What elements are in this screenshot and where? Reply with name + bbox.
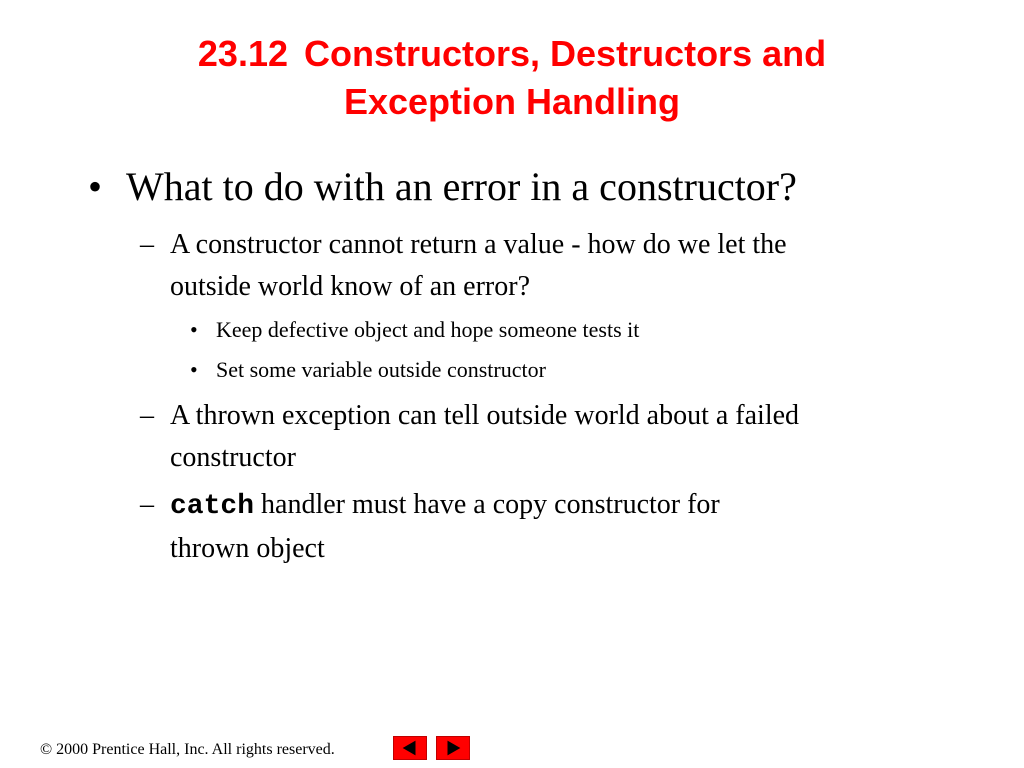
sub-bullet-catch-handler	[140, 484, 960, 570]
bullet-marker: •	[190, 317, 198, 342]
sub-bullet-2-line-1: A thrown exception can tell outside world about a failed	[170, 400, 800, 431]
main-bullet-text: What to do with an error in a constructor?	[126, 164, 797, 209]
sub-sub-bullet-defective-object	[190, 315, 950, 345]
slide-number: 23.12	[197, 33, 288, 74]
left-arrow-icon	[394, 737, 426, 759]
right-arrow-icon	[437, 737, 469, 759]
copyright-icon: ©	[40, 741, 53, 758]
dash-marker: –	[140, 229, 154, 260]
bullet-marker: •	[190, 357, 198, 382]
previous-slide-button[interactable]	[393, 736, 427, 760]
sub-bullet-2-line-2: constructor	[170, 442, 296, 473]
catch-keyword: catch	[170, 491, 255, 522]
sub-bullet-3-line-2: thrown object	[170, 533, 325, 564]
bullet-marker: •	[88, 164, 103, 209]
sub-bullet-3-line-1: handler must have a copy constructor for	[254, 489, 720, 520]
dash-marker: –	[140, 400, 154, 431]
sub-sub-bullet-set-variable	[190, 355, 950, 385]
dash-marker: –	[140, 489, 154, 520]
title-line-1: Constructors, Destructors and	[304, 33, 827, 74]
next-slide-button[interactable]	[436, 736, 470, 760]
sub-bullet-constructor-return	[140, 224, 960, 308]
copyright-footer	[40, 740, 335, 760]
sub-bullet-1-line-1: A constructor cannot return a value - how do we let the	[170, 229, 787, 260]
sub-sub-bullet-1-text: Keep defective object and hope someone tests it	[216, 317, 640, 342]
sub-sub-bullet-2-text: Set some variable outside constructor	[216, 357, 546, 382]
title-line-2: Exception Handling	[343, 81, 681, 122]
sub-bullet-thrown-exception	[140, 395, 960, 479]
sub-bullet-1-line-2: outside world know of an error?	[170, 271, 531, 302]
slide-title	[100, 30, 924, 126]
copyright-text: 2000 Prentice Hall, Inc. All rights reserved.	[52, 741, 335, 758]
